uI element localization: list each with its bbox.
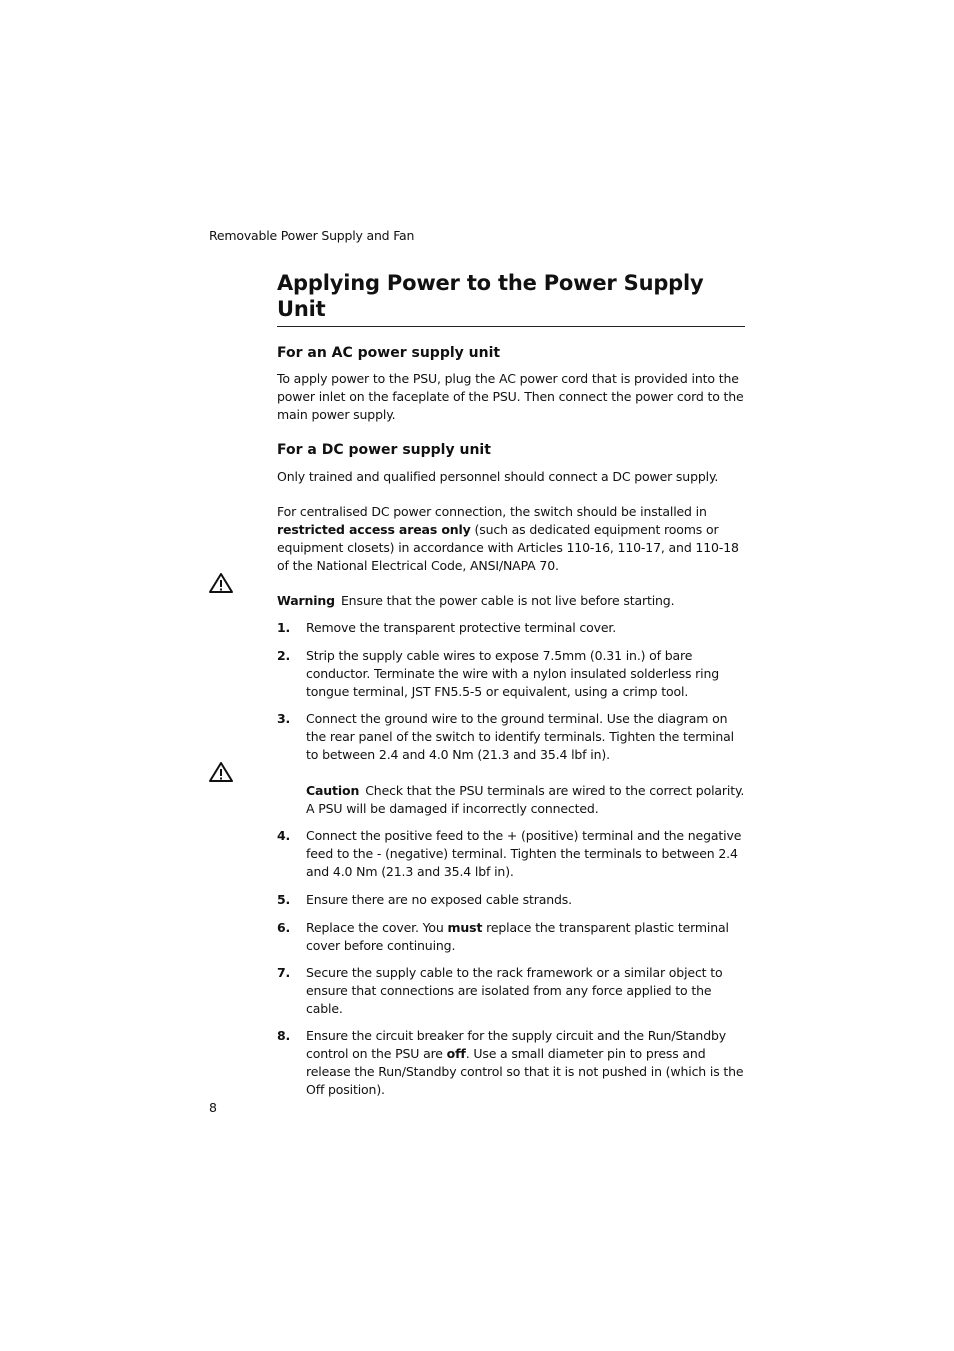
step-emphasis: must bbox=[447, 920, 483, 935]
dc-para-text: (such as dedicated equipment rooms or equipment closets) in accordance with Articles 110-16, 110-17, and 110-18 of the National Electrical Code, ANSI/NAPA 70. bbox=[277, 522, 739, 573]
step-item bbox=[277, 710, 745, 764]
step-number: 6. bbox=[277, 920, 291, 935]
ac-section-heading: For an AC power supply unit bbox=[277, 345, 501, 361]
caution-label: Caution bbox=[306, 783, 360, 798]
step-text: Ensure there are no exposed cable strands. bbox=[306, 892, 572, 907]
dc-para-text: For centralised DC power connection, the switch should be installed in bbox=[277, 504, 707, 519]
step-item bbox=[277, 891, 745, 909]
step-item bbox=[277, 647, 745, 701]
warning-text: Ensure that the power cable is not live before starting. bbox=[340, 593, 675, 608]
caution-text: Check that the PSU terminals are wired to the correct polarity. A PSU will be damaged if incorrectly connected. bbox=[306, 783, 745, 816]
step-number: 1. bbox=[277, 620, 291, 635]
ac-section-body: To apply power to the PSU, plug the AC power cord that is provided into the power inlet on the faceplate of the PSU. Then connect the power cord to the main power supply. bbox=[277, 371, 744, 422]
dc-section-heading: For a DC power supply unit bbox=[277, 442, 491, 458]
step-number: 8. bbox=[277, 1028, 291, 1043]
step-text: . Use a small diameter pin to press and release the Run/Standby control so that it is not pushed in (which is the Off position). bbox=[306, 1046, 744, 1097]
warning-label: Warning bbox=[277, 593, 335, 608]
step-number: 4. bbox=[277, 828, 291, 843]
dc-para-emphasis: restricted access areas only bbox=[277, 522, 471, 537]
dc-section-para: Only trained and qualified personnel should connect a DC power supply. bbox=[277, 469, 719, 484]
page-title: Applying Power to the Power Supply Unit bbox=[277, 270, 745, 327]
warning-note bbox=[277, 592, 745, 610]
caution-note bbox=[277, 782, 745, 818]
step-text: Replace the cover. You bbox=[306, 920, 448, 935]
step-item bbox=[277, 964, 745, 1018]
step-emphasis: off bbox=[446, 1046, 466, 1061]
step-number: 3. bbox=[277, 711, 291, 726]
step-text: Strip the supply cable wires to expose 7.5mm (0.31 in.) of bare conductor. Terminate the wire with a nylon insulated solderless ring tongue terminal, JST FN5.5-5 or equivalent, using a crimp tool. bbox=[306, 648, 720, 699]
step-number: 2. bbox=[277, 648, 291, 663]
main-content bbox=[277, 270, 745, 1099]
step-item bbox=[277, 827, 745, 881]
step-text: Ensure the circuit breaker for the supply circuit and the Run/Standby control on the PSU are bbox=[306, 1028, 727, 1061]
dc-section-para bbox=[277, 503, 745, 575]
step-number: 5. bbox=[277, 892, 291, 907]
page-number: 8 bbox=[209, 1100, 217, 1115]
running-header: Removable Power Supply and Fan bbox=[209, 228, 415, 243]
step-number: 7. bbox=[277, 965, 291, 980]
step-text: Connect the positive feed to the + (positive) terminal and the negative feed to the - (negative) terminal. Tighten the terminals to between 2.4 and 4.0 Nm (21.3 and 35.4 lbf in). bbox=[306, 828, 742, 879]
warning-triangle-icon bbox=[208, 761, 234, 783]
step-text: Secure the supply cable to the rack framework or a similar object to ensure that connections are isolated from any force applied to the cable. bbox=[306, 965, 723, 1016]
step-item bbox=[277, 619, 745, 637]
warning-triangle-icon bbox=[208, 572, 234, 594]
step-text: replace the transparent plastic terminal cover before continuing. bbox=[306, 920, 729, 953]
step-text: Remove the transparent protective terminal cover. bbox=[306, 620, 617, 635]
step-text: Connect the ground wire to the ground terminal. Use the diagram on the rear panel of the switch to identify terminals. Tighten the terminal to between 2.4 and 4.0 Nm (21.3 and 35.4 lbf in). bbox=[306, 711, 734, 762]
step-item bbox=[277, 919, 745, 955]
step-item bbox=[277, 1027, 745, 1099]
